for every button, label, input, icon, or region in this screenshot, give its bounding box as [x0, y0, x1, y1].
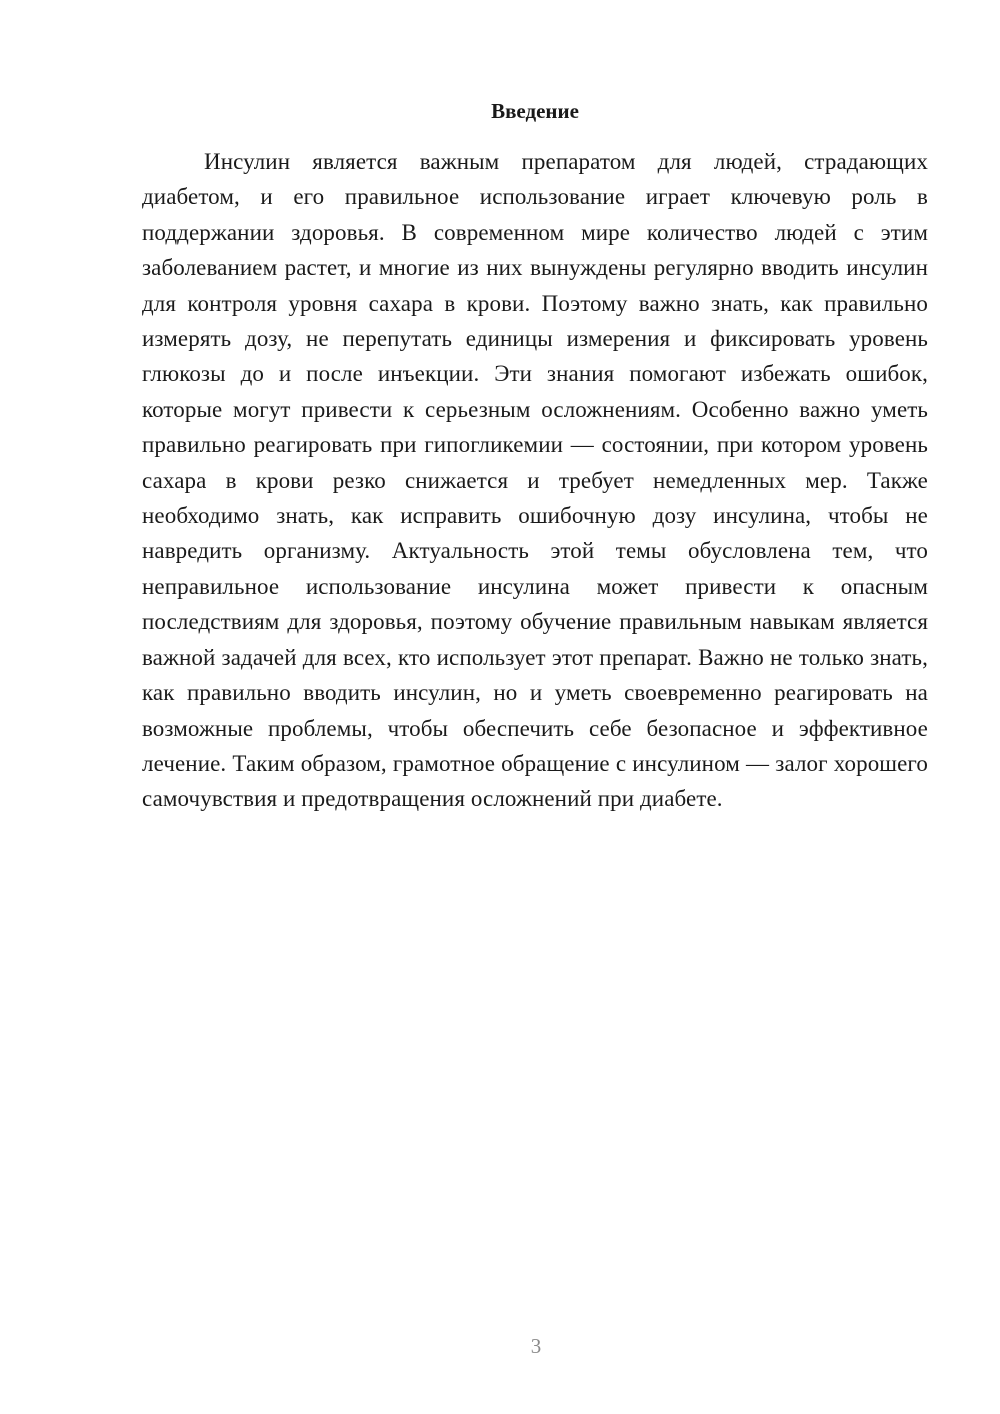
page-number: 3 [530, 1334, 542, 1358]
body-paragraph: Инсулин является важным препаратом для людей, страдающих диабетом, и его правильное использование играет ключевую роль в поддержании здоровья. В современном мире количество людей с этим заболеванием растет, и многие из них вынуждены регулярно вводить инсулин для контроля уровня сахара в крови. Поэтому важно знать, как правильно измерять дозу, не перепутать единицы измерения и фиксировать уровень глюкозы до и после инъекции. Эти знания помогают избежать ошибок, которые могут привести к серьезным осложнениям. Особенно важно уметь правильно реагировать при гипогликемии — состоянии, при котором уровень сахара в крови резко снижается и требует немедленных мер. Также необходимо знать, как исправить ошибочную дозу инсулина, чтобы не навредить организму. Актуальность этой темы обусловлена тем, что неправильное использование инсулина может привести к опасным последствиям для здоровья, поэтому обучение правильным навыкам является важной задачей для всех, кто использует этот препарат. Важно не только знать, как правильно вводить инсулин, но и уметь своевременно реагировать на возможные проблемы, чтобы обеспечить себе безопасное и эффективное лечение. Таким образом, грамотное обращение с инсулином — залог хорошего самочувствия и предотвращения осложнений при диабете. [142, 149, 928, 812]
section-heading: Введение [491, 99, 579, 123]
